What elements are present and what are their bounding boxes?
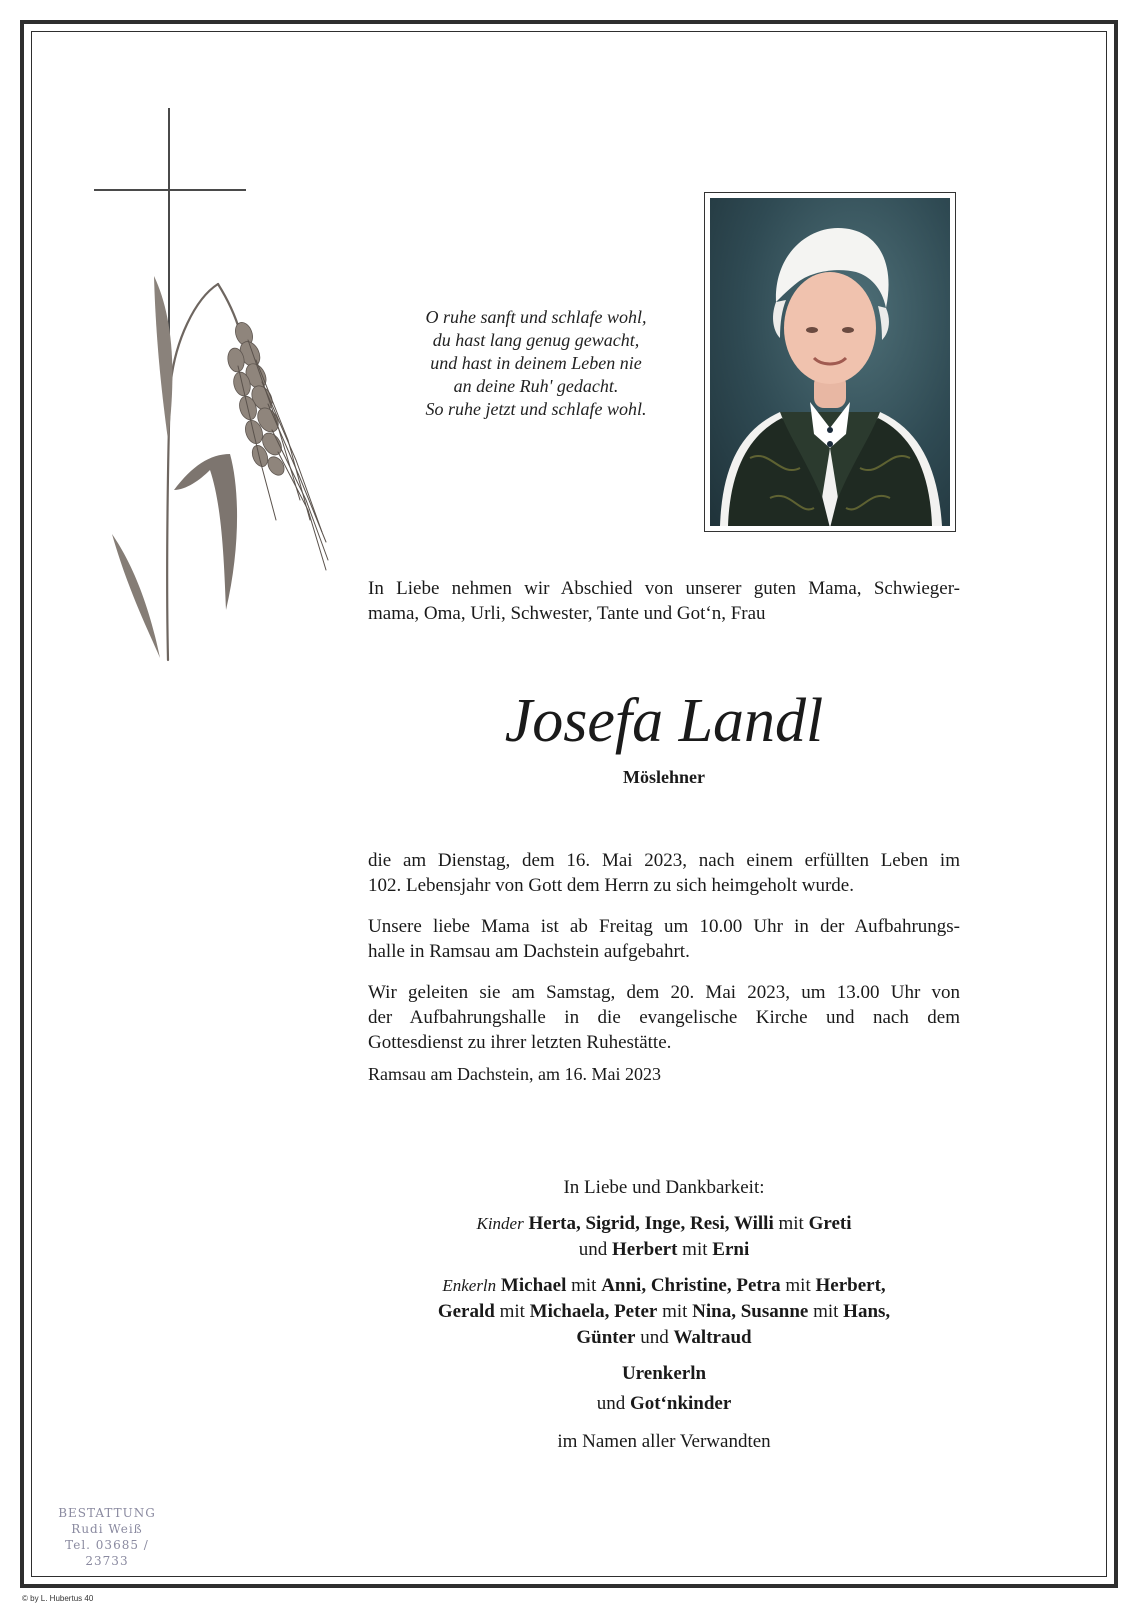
grandchild-names: Anni, Christine, Petra bbox=[601, 1275, 781, 1296]
grandchild-name: Hans, bbox=[843, 1301, 891, 1322]
kinder-label: Kinder bbox=[476, 1214, 524, 1233]
grandchild-names: Nina, Susanne bbox=[692, 1301, 809, 1322]
connector-text: mit bbox=[499, 1301, 525, 1322]
mourners-heading: In Liebe und Dankbarkeit: bbox=[563, 1177, 765, 1198]
intro-text bbox=[368, 576, 960, 626]
poem-line: und hast in deinem Leben nie bbox=[430, 353, 642, 373]
intro-line: mama, Oma, Urli, Schwester, Tante und Got‘n, Frau bbox=[368, 603, 766, 624]
copyright-credit: © by L. Hubertus 40 bbox=[22, 1594, 94, 1603]
grandchild-name: Gerald bbox=[437, 1301, 495, 1322]
child-name: Herbert bbox=[612, 1239, 678, 1260]
mourners-godchildren bbox=[368, 1391, 960, 1417]
stamp-line: Tel. 03685 / 23733 bbox=[65, 1538, 149, 1568]
connector-text: und bbox=[596, 1393, 626, 1414]
intro-line: In Liebe nehmen wir Abschied von unserer guten Mama, Schwieger- bbox=[368, 578, 960, 599]
urenkerln-text: Urenkerln bbox=[621, 1363, 707, 1384]
paragraph-line: Gottesdienst zu ihrer letzten Ruhestätte. bbox=[368, 1032, 672, 1053]
connector-text: mit bbox=[682, 1239, 708, 1260]
place-date: Ramsau am Dachstein, am 16. Mai 2023 bbox=[368, 1064, 661, 1084]
funeral-paragraph bbox=[368, 980, 960, 1055]
enkerln-label: Enkerln bbox=[442, 1276, 497, 1295]
portrait-illustration bbox=[710, 198, 950, 526]
connector-text: mit bbox=[571, 1275, 597, 1296]
stamp-line: BESTATTUNG bbox=[58, 1506, 156, 1520]
stamp-line: Rudi Weiß bbox=[71, 1522, 143, 1536]
poem-line: du hast lang genug gewacht, bbox=[432, 330, 640, 350]
portrait-photo bbox=[710, 198, 950, 526]
children-names: Herta, Sigrid, Inge, Resi, Willi bbox=[528, 1213, 774, 1234]
paragraph-line: die am Dienstag, dem 16. Mai 2023, nach einem erfüllten Leben im bbox=[368, 850, 960, 871]
grandchild-name: Günter bbox=[576, 1327, 636, 1348]
spouse-name: Greti bbox=[808, 1213, 852, 1234]
connector-text: und bbox=[578, 1239, 608, 1260]
connector-text: und bbox=[640, 1327, 669, 1348]
poem bbox=[398, 306, 674, 421]
deceased-name: Josefa Landl bbox=[504, 687, 824, 755]
paragraph-line: Unsere liebe Mama ist ab Freitag um 10.00 Uhr in der Aufbahrungs- bbox=[368, 916, 960, 937]
connector-text: mit bbox=[785, 1275, 811, 1296]
grandchild-name: Herbert, bbox=[815, 1275, 886, 1296]
mourners-grandchildren bbox=[368, 1273, 960, 1351]
paragraph-line: Wir geleiten sie am Samstag, dem 20. Mai 2023, um 13.00 Uhr von bbox=[368, 982, 960, 1003]
cross-icon-horizontal bbox=[94, 189, 246, 191]
wheat-ear-icon bbox=[100, 270, 330, 680]
poem-line: So ruhe jetzt und schlafe wohl. bbox=[425, 399, 647, 419]
connector-text: mit bbox=[813, 1301, 839, 1322]
connector-text: mit bbox=[662, 1301, 688, 1322]
paragraph-line: der Aufbahrungshalle in die evangelische Kirche und nach dem bbox=[368, 1007, 960, 1028]
mourners-closing: im Namen aller Verwandten bbox=[557, 1431, 771, 1452]
grandchild-name: Michael bbox=[500, 1275, 567, 1296]
mourners-children bbox=[368, 1211, 960, 1263]
poem-line: O ruhe sanft und schlafe wohl, bbox=[425, 307, 647, 327]
grandchild-name: Waltraud bbox=[673, 1327, 752, 1348]
grandchild-names: Michaela, Peter bbox=[529, 1301, 658, 1322]
spouse-name: Erni bbox=[712, 1239, 750, 1260]
connector-text: mit bbox=[778, 1213, 804, 1234]
mourners-great-grandchildren bbox=[368, 1361, 960, 1387]
death-paragraph bbox=[368, 848, 960, 898]
deceased-nickname: Möslehner bbox=[623, 767, 705, 787]
paragraph-line: halle in Ramsau am Dachstein aufgebahrt. bbox=[368, 941, 690, 962]
paragraph-line: 102. Lebensjahr von Gott dem Herrn zu sich heimgeholt wurde. bbox=[368, 875, 854, 896]
viewing-paragraph bbox=[368, 914, 960, 964]
poem-line: an deine Ruh' gedacht. bbox=[453, 376, 619, 396]
funeral-home-stamp bbox=[52, 1505, 162, 1569]
portrait-frame bbox=[704, 192, 956, 532]
gotnkinder-text: Got‘nkinder bbox=[629, 1393, 732, 1414]
